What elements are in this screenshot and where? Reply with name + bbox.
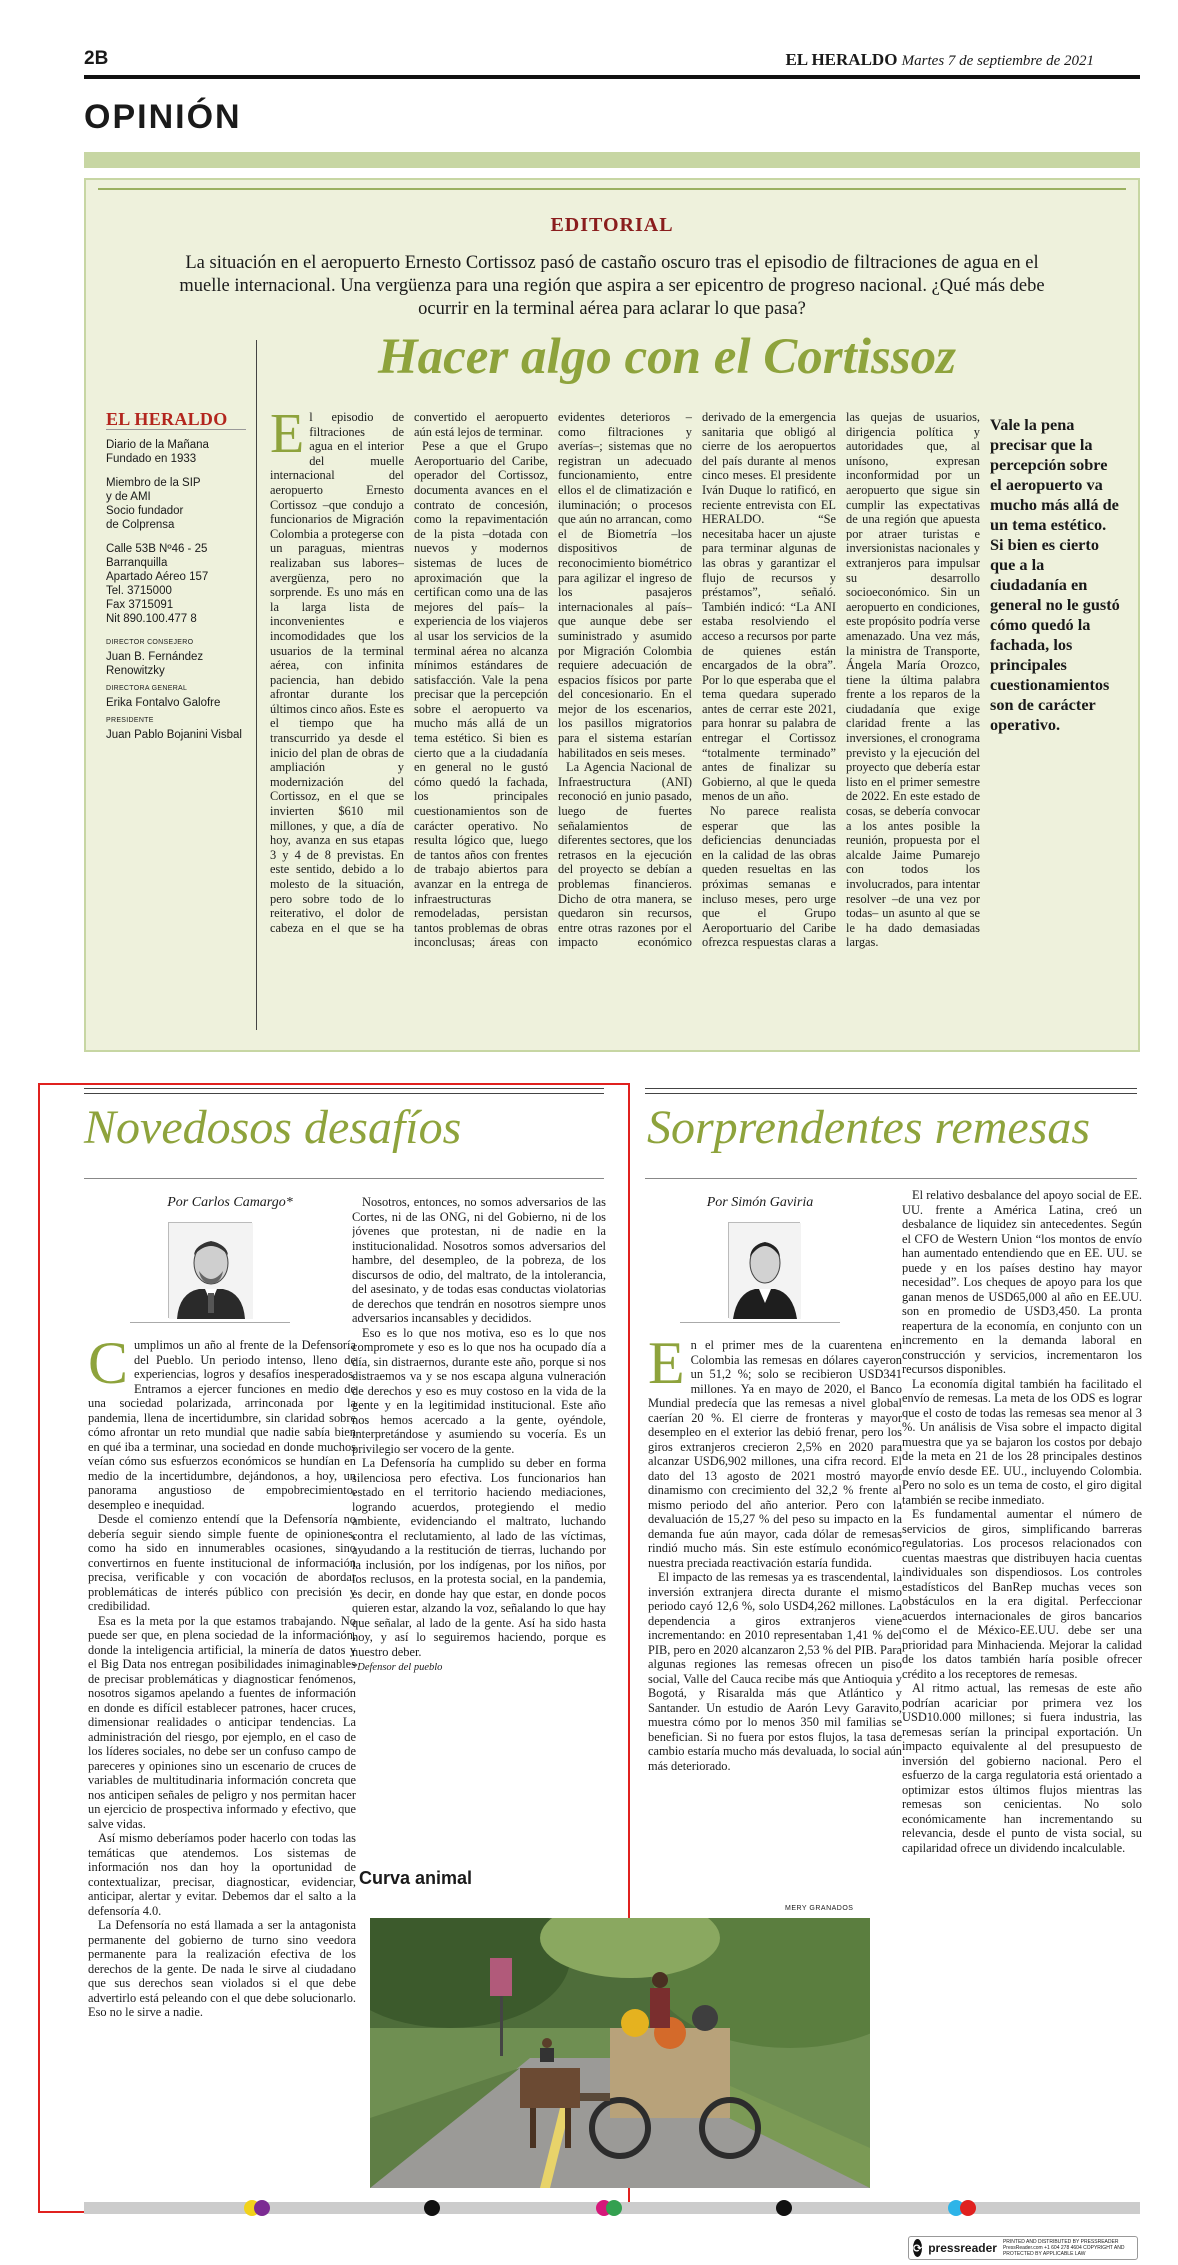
role-name: Erika Fontalvo Galofre — [106, 697, 221, 709]
article-paragraph: Desde el comienzo entendí que la Defensoría no debería seguir siendo simple fuente de opiniones, como ha sido en innumerables ocasiones, sino convertirnos en fuente institucional de información precisa, verificable y con vocación de abordar problemáticas de interés público con precisión y credibilidad. — [88, 1512, 356, 1613]
article-paragraph: La Defensoría no está llamada a ser la antagonista permanente del gobierno de turno sino veedora permanente para la realización efectiva de los derechos de la gente. De nada le sirve al ciudadano que sus derechos sean violados si el que debe advertirlo está peleando con el que debe solucionarlo. Eso no le sirve a nadie. — [88, 1918, 356, 2019]
column1-body-col-a — [88, 1338, 356, 2128]
pressreader-brand: pressreader — [928, 2241, 997, 2255]
article-paragraph: El impacto de las remesas ya es trascendental, la inversión extranjera directa durante el mismo periodo cayó 12,6 %, solo USD4,262 millones. La dependencia a giros extranjeros viene incrementando: en 2010 representaban 1,41 % del PIB, pero en 2020 alcanzaron 2,53 % del PIB. Para algunas regiones las remesas ofrecen un piso social, Valle del Cauca recibe más que Antioquia y Bogotá, y Risaralda más que Atlántico y Santander. Un estudio de Aarón Levy Garavito, muestra cómo por lo menos 350 mil familias se benefician. Si no fuera por estos flujos, la tasa de cambio estaría mucho más devaluada, lo social aún más deteriorado. — [648, 1570, 902, 1773]
column1-headline-rule — [84, 1178, 604, 1179]
drop-cap: E — [648, 1338, 685, 1396]
article-paragraph: Es fundamental aumentar el número de servicios de giros, simplificando barreras regulatorias. Los procesos relacionados con cuentas maestras que distribuyen hacia cuentas individuales son dispendiosos. Los controles estadísticos del BanRep muchas veces son obstáculos en la era digital. Perfeccionar acuerdos internacionales de giros bancarios como el de México-EE.UU. debe ser una prioridad para Minhacienda. Mejorar la calidad de los datos también haría posible ofrecer crédito a los receptores de remesas. — [902, 1507, 1142, 1681]
column2-byline: Por Simón Gaviria — [706, 1195, 814, 1210]
editorial-deck: La situación en el aeropuerto Ernesto Cortissoz pasó de castaño oscuro tras el episodio de filtraciones de agua en el muelle internacional. Una vergüenza para una región que aspira a ser epicentro de progreso nacional. ¿Qué más debe ocurrir en la terminal aérea para aclarar lo que pasa? — [179, 253, 1045, 319]
news-photo — [370, 1918, 870, 2188]
article-paragraph: El relativo desbalance del apoyo social de EE. UU. frente a América Latina, creó un desbalance de liquidez sin antecedentes. Según el CFO de Western Union “los montos de envío han aumentado entendiendo que en EE. UU. se puede y en los países destino hay mayor necesidad”. Los cheques de apoyo para los que ganan menos de USD65,000 al año en EE.UU. son en promedio de USD3,450. La pronta reapertura de la economía, en conjunto con un incremento en la demanda laboral en construcción y servicios, incrementaron los recursos disponibles. — [902, 1188, 1142, 1376]
masthead-role — [106, 636, 246, 742]
editorial-box — [84, 178, 1140, 1052]
registration-mark — [254, 2200, 270, 2216]
article-paragraph: La Defensoría ha cumplido su deber en forma silenciosa pero efectiva. Los funcionarios han estado en el territorio haciendo mediaciones, logrando acuerdos, protegiendo el medio ambiente, evidenciando el maltrato, luchando contra el reclutamiento, al lado de las víctimas, ayudando a la restitución de tierras, luchando por la inclusión, por los indígenas, por los niños, por los reclusos, en la protesta social, en la pandemia, es decir, en donde hay que estar, en donde pocos quieren estar, alzando la voz, señalando lo que hay que señalar, al lado de la gente. Así ha sido hasta hoy, y así lo seguiremos haciendo, porque es nuestro deber. — [352, 1456, 606, 1659]
editorial-paragraph: No parece realista esperar que las deficiencias denunciadas en la calidad de las obras queden resueltas en las próximas semanas e incluso meses, pero urge que el Grupo Aeroportuario del Caribe ofrezca respuestas claras a las quejas de usuarios, dirigencia política y autoridades que, al unísono, expresan inconformidad por un aeropuerto que sigue sin cumplir las expectativas de una región que apuesta por atraer turistas e inversionistas nacionales y extranjeros para impulsar su desarrollo socioeconómico. Sin un aeropuerto en condiciones, este propósito podría verse amenazado. Una vez más, la ministra de Transporte, Ángela María Orozco, tiene la última palabra frente a los reparos de la ciudadanía que exige claridad frente a las inversiones, el cronograma previsto y la ejecución del proyecto que debería estar listo en el primer semestre de 2022. En este estado de cosas, se debería convocar a los antes posible la reunión, propuesta por el alcalde Jaime Pumarejo con todos los involucrados, para intentar resolver –de una vez por todas– un asunto al que se le ha dado demasiadas largas. — [702, 410, 980, 950]
masthead-line: Diario de la Mañana — [106, 439, 209, 451]
editorial-body — [270, 403, 980, 1030]
masthead — [106, 409, 246, 742]
article-paragraph: Nosotros, entonces, no somos adversarios de las Cortes, ni de las ONG, ni del Gobierno, ni de los jóvenes que protestan, ni de nadie en la institucionalidad. Nosotros somos adversarios del hambre, del desempleo, de la pobreza, de los discursos de odio, del maltrato, de la intolerancia, del asesinato, y de todas esas conductas violatorias de derechos que tendrán en nosotros siempre unos adversarios incansables y decididos. — [352, 1195, 606, 1325]
photo-credit: MERY GRANADOS — [785, 1905, 854, 1912]
masthead-line: Fundado en 1933 — [106, 453, 197, 465]
header-rule — [84, 75, 1140, 79]
column2-body-col-a — [648, 1338, 902, 1878]
masthead-line: Nit 890.100.477 8 — [106, 613, 197, 625]
masthead-logo: EL HERALDO — [106, 412, 246, 430]
editorial-paragraph: El episodio de filtraciones de agua en el interior del muelle internacional del aeropuerto Ernesto Cortissoz –que condujo a funcionarios de Migración Colombia a protegerse con un paraguas, mientras realizaban sus labores– avergüenza, pero no sorprende. Es uno más en la larga lista de inconvenientes e incomodidades que los usuarios de la terminal aérea, con infinita paciencia, han debido afrontar durante los últimos cinco años. Este es el tiempo que ha transcurrido ya desde el inicio del plan de obras de ampliación y modernización del Cortissoz, en el que se invierten $610 mil millones, y que, a día de hoy, avanza en sus etapas 3 y 4 de 8 previstas. En este sentido, debido a lo molesto de la situación, pero sobre todo de lo reiterativo, el dolor de cabeza en el que se ha convertido el aeropuerto aún está lejos de terminar. — [270, 403, 548, 935]
pressreader-icon: ⟳ — [913, 2239, 922, 2257]
role-title: PRESIDENTE — [106, 717, 154, 724]
drop-cap: E — [270, 403, 305, 465]
masthead-line: Apartado Aéreo 157 — [106, 571, 209, 583]
article-paragraph: La economía digital también ha facilitado el envío de remesas. La meta de los ODS es lograr que el costo de todas las remesas sea menor al 3 %. Un análisis de Visa sobre el impacto digital muestra que ya se bajaron los costos por debajo de la meta en 21 de los 28 principales destinos de envío desde EE. UU., incluyendo Colombia. Pero no solo es un tema de costo, el giro digital también se recibe inmediato. — [902, 1376, 1142, 1507]
article-paragraph: Al ritmo actual, las remesas de este año podrían acariciar por primera vez los USD10.000 millones; si fuera industria, las remesas serían la principal exportación. Un impacto equivalente al del presupuesto de inversión del gobierno nacional. Pero el esfuerzo de la carga regulatoria está orientado a optimizar estos últimos flujos mientras las remesas son cenicientas. No solo económicamente han incrementando su relevancia, desde el punto de vista social, su capilaridad ofrece un dividendo incalculable. — [902, 1681, 1142, 1855]
editorial-paragraph: La Agencia Nacional de Infraestructura (ANI) reconoció en junio pasado, luego de fuertes señalamientos de diferentes sectores, que los retrasos en la ejecución del proyecto se debían a problemas financieros. Dicho de otra manera, se quedaron sin recursos, entre otras razones por el impacto económico derivado de la emergencia sanitaria que obligó al cierre de los aeropuertos del país durante al menos cinco meses. El presidente Iván Duque lo ratificó, en reciente entrevista con EL HERALDO. “Se necesitaba hacer un ajuste para terminar algunas de las obras y garantizar el flujo de recursos y préstamos”, señaló. También indicó: “La ANI estaba resolviendo el acceso a recursos por parte de quienes están encargados de la obra”. Por lo que esperaba que el tema quedara superado antes de cerrar este 2021, para honrar su palabra de entregar el Cortissoz “totalmente terminado” antes de finalizar su Gobierno, al que le queda menos de un año. — [558, 410, 836, 950]
column2-top-rule — [645, 1093, 1137, 1094]
registration-mark — [424, 2200, 440, 2216]
registration-mark — [960, 2200, 976, 2216]
registration-mark — [776, 2200, 792, 2216]
editorial-pullquote: Vale la pena precisar que la percepción sobre el aeropuerto va mucho más allá de un tema estético. Si bien es cierto que a la ciudadanía en general no le gustó cómo quedó la fachada, los principales cuestionamientos son de carácter operativo. — [990, 415, 1120, 734]
masthead-block-1 — [106, 438, 246, 466]
editorial-divider — [256, 340, 257, 1030]
editorial-paragraph: Pese a que el Grupo Aeroportuario del Caribe, operador del Cortissoz, documenta avances en el contrato de concesión, como la repavimentación de la pista –dotada con nuevos y modernos sistemas de luces de aproximación que la certifican como una de las mejores del país– la experiencia de los viajeros al usar los servicios de la terminal aérea no alcanza mínimos estándares de satisfacción. Vale la pena precisar que la percepción sobre el aeropuerto va mucho más allá de un tema estético. Si bien es cierto que a la ciudadanía en general no le gustó cómo quedó la fachada, los principales cuestionamientos son de carácter operativo. No resulta lógico que, luego de tantos años con frentes de trabajo abiertos para avanzar en la entrega de infraestructuras remodeladas, persistan tantos problemas de obras inconclusas; áreas con evidentes deterioros –como filtraciones y averías–; sistemas que no registran un adecuado funcionamiento, entre ellos el de climatización e iluminación; o procesos que aún no arrancan, como el de Biometría –los dispositivos de reconocimiento biométrico para agilizar el ingreso de los pasajeros internacionales al país– que aunque debe ser suministrado y asumido por Migración Colombia requiere adecuación de espacios físicos por parte del concesionario. En el mejor de los escenarios, los pasillos migratorios para el sistema estarían habilitados en seis meses. — [414, 410, 692, 950]
byline-rule — [680, 1322, 840, 1323]
publication-header — [785, 50, 1094, 70]
drop-cap: C — [88, 1338, 129, 1396]
author-footnote: *Defensor del pueblo — [352, 1662, 443, 1673]
article-paragraph: Así mismo deberíamos poder hacerlo con todas las temáticas que atendemos. Los sistemas de información nos dan hoy la oportunidad de contextualizar, precisar, diagnosticar, evidenciar, anticipar, alertar y evitar. Debemos dar el salto a la defensoría 4.0. — [88, 1831, 356, 1918]
article-paragraph: Eso es lo que nos motiva, eso es lo que nos compromete y eso es lo que nos ha ocupado día a día, sin distraernos, durante este año, porque si nos distraemos va y se nos escapa alguna vulneración de derechos y eso es muy costoso en la vida de la gente y en la legitimidad institucional. Este año nos hemos acercado a la gente, oyéndole, interpretándose y asumiendo su vocería. Es un privilegio ser vocero de la gente. — [352, 1325, 606, 1456]
article-paragraph: Esa es la meta por la que estamos trabajando. No puede ser que, en plena sociedad de la información, donde la inteligencia artificial, la minería de datos y el Big Data nos entregan posibilidades inimaginables de precisar problemáticas y diagnosticar fenómenos, nosotros sigamos apelando a fuentes de información en donde es difícil establecer patrones, hacer cruces, dimensionar realidades o anticipar tendencias. La administración del riesgo, por ejemplo, en el caso de los líderes sociales, no debe ser un confuso campo de pareceres y opiniones sino un escenario de cruces de variables de multitudinaria información concreta que nos anticipen señales de peligro y nos permitan hacer un ejercicio de prospectiva informado y efectivo, que salve vidas. — [88, 1613, 356, 1831]
masthead-block-2 — [106, 476, 246, 532]
column2-headline: Sorprendentes remesas — [647, 1101, 1091, 1154]
masthead-block-3 — [106, 542, 246, 626]
author-portrait — [728, 1222, 800, 1318]
column1-body-col-b — [352, 1195, 606, 1855]
registration-mark — [606, 2200, 622, 2216]
column1-top-rule — [84, 1093, 604, 1094]
masthead-line: Tel. 3715000 — [106, 585, 172, 597]
section-title: OPINIÓN — [84, 98, 242, 136]
role-title: DIRECTOR CONSEJERO — [106, 639, 194, 646]
section-green-bar — [84, 152, 1140, 168]
author-portrait — [168, 1222, 252, 1318]
masthead-line: de Colprensa — [106, 519, 175, 531]
publication-name: EL HERALDO — [785, 50, 898, 69]
role-name: Juan B. Fernández Renowitzky — [106, 651, 204, 677]
masthead-line: Calle 53B Nº46 - 25 — [106, 543, 208, 555]
column2-headline-rule — [645, 1178, 1137, 1179]
byline-rule — [130, 1322, 290, 1323]
role-name: Juan Pablo Bojanini Visbal — [106, 729, 242, 741]
article-paragraph: En el primer mes de la cuarentena en Colombia las remesas en dólares cayeron un 51,2 %; solo se recibieron USD341 millones. Ya en mayo de 2020, el Banco Mundial predecía que las remesas a nivel global caerían 20 %. El cierre de fronteras y mayor desempleo en el exterior las debió frenar, pero los giros extranjeros crecieron 2,5% en 2020 para alcanzar USD6,902 millones, una cifra record. El dato del 13 agosto de 2021 mostró mayor dinamismo con crecimiento del 32,2 % frente al mismo periodo del año anterior. Pero con la devaluación de 15,27 % del peso su impacto en la demanda fue aún mayor, cada dólar de remesas rindió mucho más. Sin este estímulo económico nuestra preciada reactivación estaría fundida. — [648, 1338, 902, 1570]
masthead-line: Miembro de la SIP — [106, 477, 201, 489]
role-title: DIRECTORA GENERAL — [106, 685, 188, 692]
column1-top-rule — [84, 1088, 604, 1089]
masthead-line: Barranquilla — [106, 557, 168, 569]
editorial-kicker: EDITORIAL — [550, 214, 674, 236]
editorial-inner — [98, 188, 1126, 1042]
editorial-headline: Hacer algo con el Cortissoz — [377, 329, 956, 385]
column2-top-rule — [645, 1088, 1137, 1089]
pressreader-fineprint: PRINTED AND DISTRIBUTED BY PRESSREADER PressReader.com +1 604 278 4604 COPYRIGHT AND PROTECTED BY APPLICABLE LAW — [1002, 2239, 1125, 2257]
pressreader-logo[interactable] — [908, 2236, 1138, 2260]
column2-body-col-b — [902, 1188, 1142, 2188]
publication-date: Martes 7 de septiembre de 2021 — [901, 53, 1094, 69]
masthead-line: y de AMI — [106, 491, 151, 503]
masthead-line: Fax 3715091 — [106, 599, 174, 611]
page-folio: 2B — [84, 48, 109, 69]
column1-byline: Por Carlos Camargo* — [167, 1195, 293, 1210]
photo-title: Curva animal — [359, 1868, 473, 1888]
masthead-line: Socio fundador — [106, 505, 184, 517]
column1-headline: Novedosos desafíos — [84, 1101, 462, 1154]
article-paragraph: Cumplimos un año al frente de la Defensoría del Pueblo. Un periodo intenso, lleno de experiencias, logros y desafíos inesperados. Entramos a ejercer funciones en medio de una sociedad polarizada, arrinconada por la pandemia, llena de incertidumbre, sin claridad sobre cómo afrontar un reto mundial que nadie sabía bien en qué iba a terminar, una sociedad en donde muchos veían cómo sus esfuerzos económicos se hundían en medio de la incertidumbre, dejándonos, a hoy, un panorama angustioso de empobrecimiento, desempleo e inequidad. — [88, 1338, 356, 1512]
